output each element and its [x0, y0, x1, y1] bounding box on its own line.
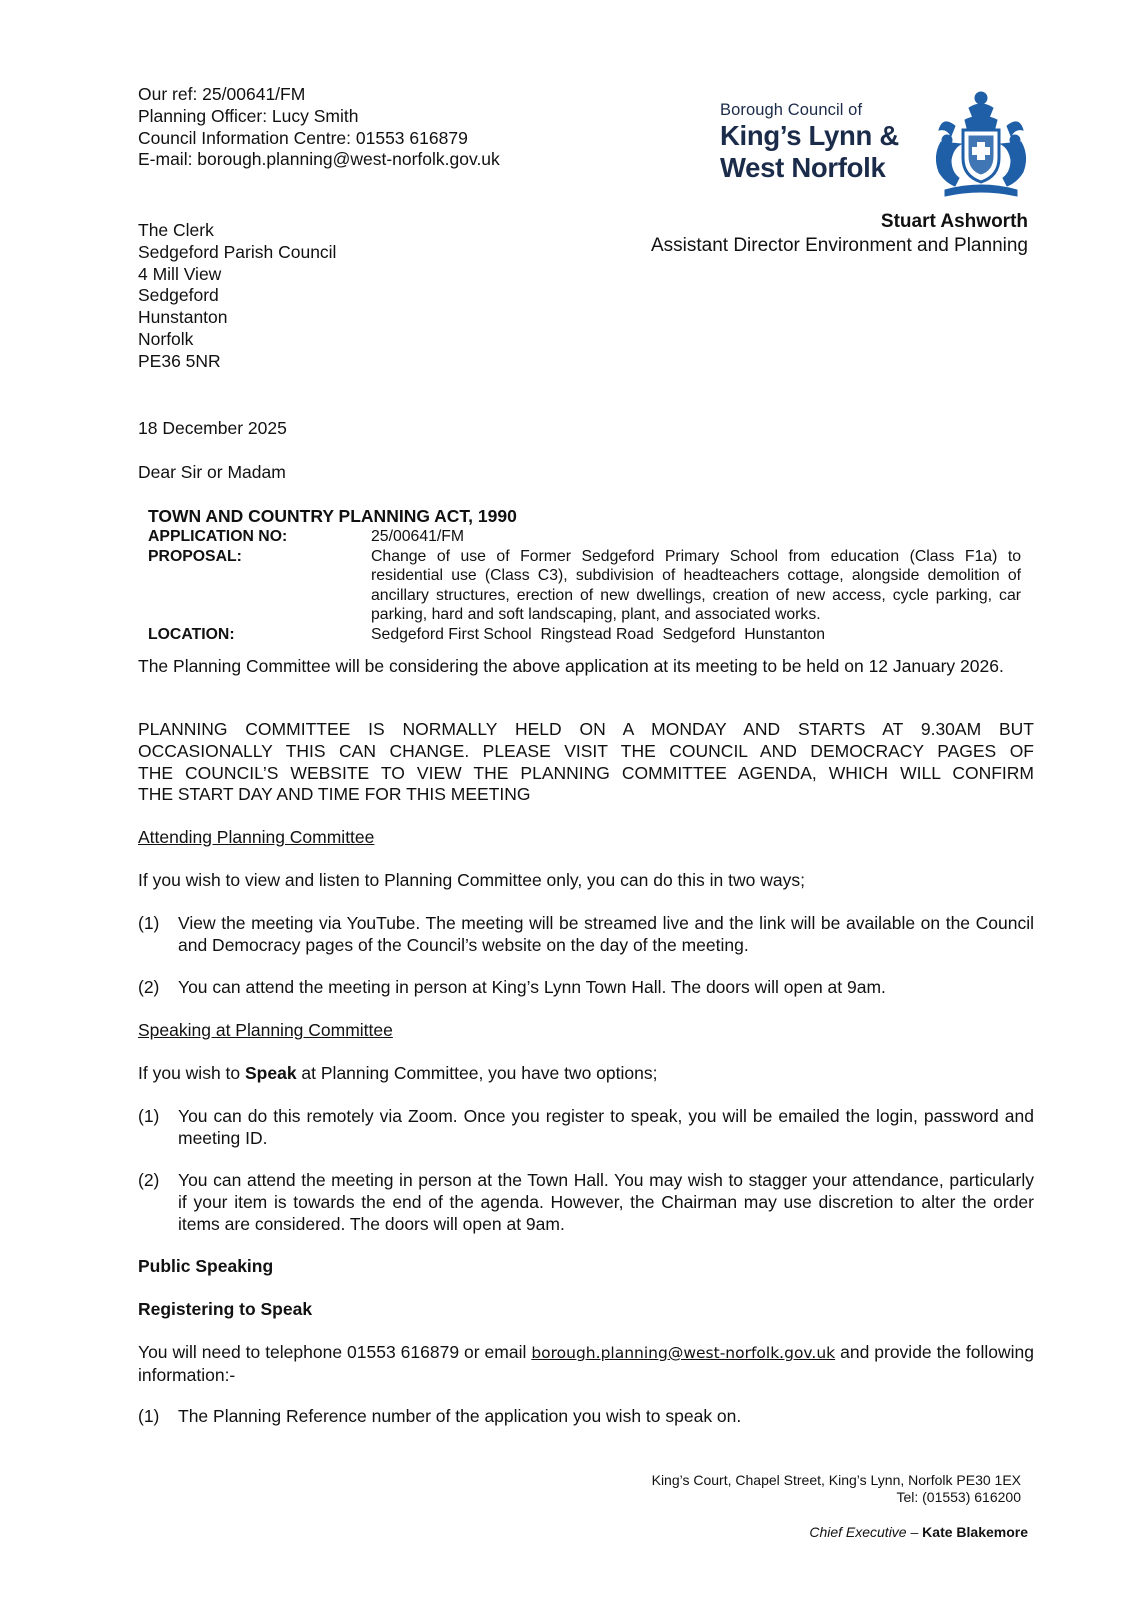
letter-date: 18 December 2025 [138, 418, 287, 438]
list-item [138, 1170, 1034, 1235]
proposal-row [148, 547, 1028, 625]
location-text: Sedgeford First School Ringstead Road Sedgeford Hunstanton [371, 625, 825, 643]
chief-executive [809, 1524, 1028, 1541]
address-line: 4 Mill View [138, 263, 222, 284]
address-line: The Clerk [138, 220, 214, 240]
application-row [148, 527, 1028, 547]
application-label: APPLICATION NO: [148, 528, 288, 545]
planning-officer: Planning Officer: Lucy Smith [138, 105, 359, 126]
location-row [148, 625, 1028, 645]
list-number: (1) [138, 1106, 160, 1126]
list-text: The Planning Reference number of the application you wish to speak on. [178, 1406, 742, 1426]
salutation: Dear Sir or Madam [138, 462, 286, 482]
reference-block [138, 84, 500, 171]
council-crest-icon [925, 86, 1037, 198]
list-item [138, 977, 1034, 999]
info-centre-phone: Council Information Centre: 01553 616879 [138, 127, 468, 148]
application-details [148, 506, 1028, 644]
logo-line-2: King’s Lynn & [720, 120, 899, 151]
chief-executive-name: Kate Blakemore [922, 1524, 1028, 1540]
recipient-address [138, 220, 336, 373]
list-text: You can attend the meeting in person at King’s Lynn Town Hall. The doors will open at 9am. [178, 977, 886, 997]
registering-heading: Registering to Speak [138, 1299, 313, 1319]
list-text: You can attend the meeting in person at the Town Hall. You may wish to stagger your attendance, particularly if your item is towards the end of the agenda. However, the Chairman may use discretion to alter the order items are considered. The doors will open at 9am. [178, 1170, 1034, 1234]
address-line: PE36 5NR [138, 350, 221, 371]
list-number: (2) [138, 1170, 160, 1190]
address-line: Hunstanton [138, 307, 228, 328]
speaking-intro [138, 1063, 1034, 1085]
notice-line: OCCASIONALLY THIS CAN CHANGE. PLEASE VISIT THE COUNCIL AND DEMOCRACY PAGES OF [138, 740, 1034, 761]
committee-intro: The Planning Committee will be considering the above application at its meeting to be held on 12 January 2026. [138, 656, 1004, 676]
address-line: Sedgeford [138, 285, 219, 306]
register-instructions [138, 1342, 1039, 1387]
list-item [138, 913, 1034, 957]
list-item [138, 1106, 1034, 1150]
list-text: You can do this remotely via Zoom. Once you register to speak, you will be emailed the login, password and meeting ID. [178, 1106, 1034, 1148]
director-block [651, 210, 1028, 258]
address-line: Norfolk [138, 328, 194, 349]
council-logo [720, 100, 1040, 200]
speaking-intro-pre: If you wish to [138, 1063, 245, 1083]
notice-line: THE START DAY AND TIME FOR THIS MEETING [138, 784, 531, 805]
our-ref: Our ref: 25/00641/FM [138, 84, 306, 104]
footer-address: King’s Court, Chapel Street, King’s Lynn, Norfolk PE30 1EX [651, 1472, 1021, 1488]
notice-line: PLANNING COMMITTEE IS NORMALLY HELD ON A MONDAY AND STARTS AT 9.30AM BUT [138, 719, 1034, 739]
logo-line-1: Borough Council of [720, 101, 863, 119]
list-item [138, 1406, 1034, 1428]
list-number: (1) [138, 913, 160, 933]
logo-text [720, 100, 899, 184]
speaking-intro-bold: Speak [245, 1063, 297, 1083]
speaking-heading: Speaking at Planning Committee [138, 1020, 393, 1040]
list-number: (2) [138, 977, 160, 997]
contact-email: E-mail: borough.planning@west-norfolk.gov.uk [138, 149, 500, 170]
notice-line: THE COUNCIL’S WEBSITE TO VIEW THE PLANNING COMMITTEE AGENDA, WHICH WILL CONFIRM [138, 762, 1034, 783]
director-role: Assistant Director Environment and Planning [650, 235, 1028, 256]
register-post: and provide the following information:- [138, 1342, 1039, 1385]
attending-heading: Attending Planning Committee [138, 827, 375, 847]
list-number: (1) [138, 1406, 160, 1426]
act-title: TOWN AND COUNTRY PLANNING ACT, 1990 [148, 506, 517, 526]
logo-line-3: West Norfolk [720, 152, 886, 183]
application-number: 25/00641/FM [371, 528, 465, 545]
proposal-text: Change of use of Former Sedgeford Primary School from education (Class F1a) to residential use (Class C3), subdivision of headteachers cottage, alongside demolition of ancillary structures, erection of new dwellings, creation of new access, cycle parking, car parking, hard and soft landscaping, plant, and associated works. [371, 547, 1021, 623]
proposal-label: PROPOSAL: [148, 547, 242, 565]
email-link[interactable]: borough.planning@west-norfolk.gov.uk [531, 1344, 836, 1362]
register-pre: You will need to telephone 01553 616879 or email [138, 1342, 532, 1362]
chief-executive-label: Chief Executive – [809, 1524, 919, 1540]
public-speaking-heading: Public Speaking [138, 1256, 274, 1276]
attending-intro: If you wish to view and listen to Planning Committee only, you can do this in two ways; [138, 870, 805, 890]
committee-notice [138, 719, 1034, 806]
list-text: View the meeting via YouTube. The meeting will be streamed live and the link will be available on the Council and Democracy pages of the Council’s website on the day of the meeting. [178, 913, 1034, 955]
address-line: Sedgeford Parish Council [138, 241, 337, 262]
location-label: LOCATION: [148, 625, 235, 643]
footer-address-block [652, 1472, 1021, 1506]
director-name: Stuart Ashworth [880, 211, 1028, 232]
footer-tel: Tel: (01553) 616200 [896, 1489, 1021, 1505]
speaking-intro-post: at Planning Committee, you have two options; [296, 1063, 658, 1083]
